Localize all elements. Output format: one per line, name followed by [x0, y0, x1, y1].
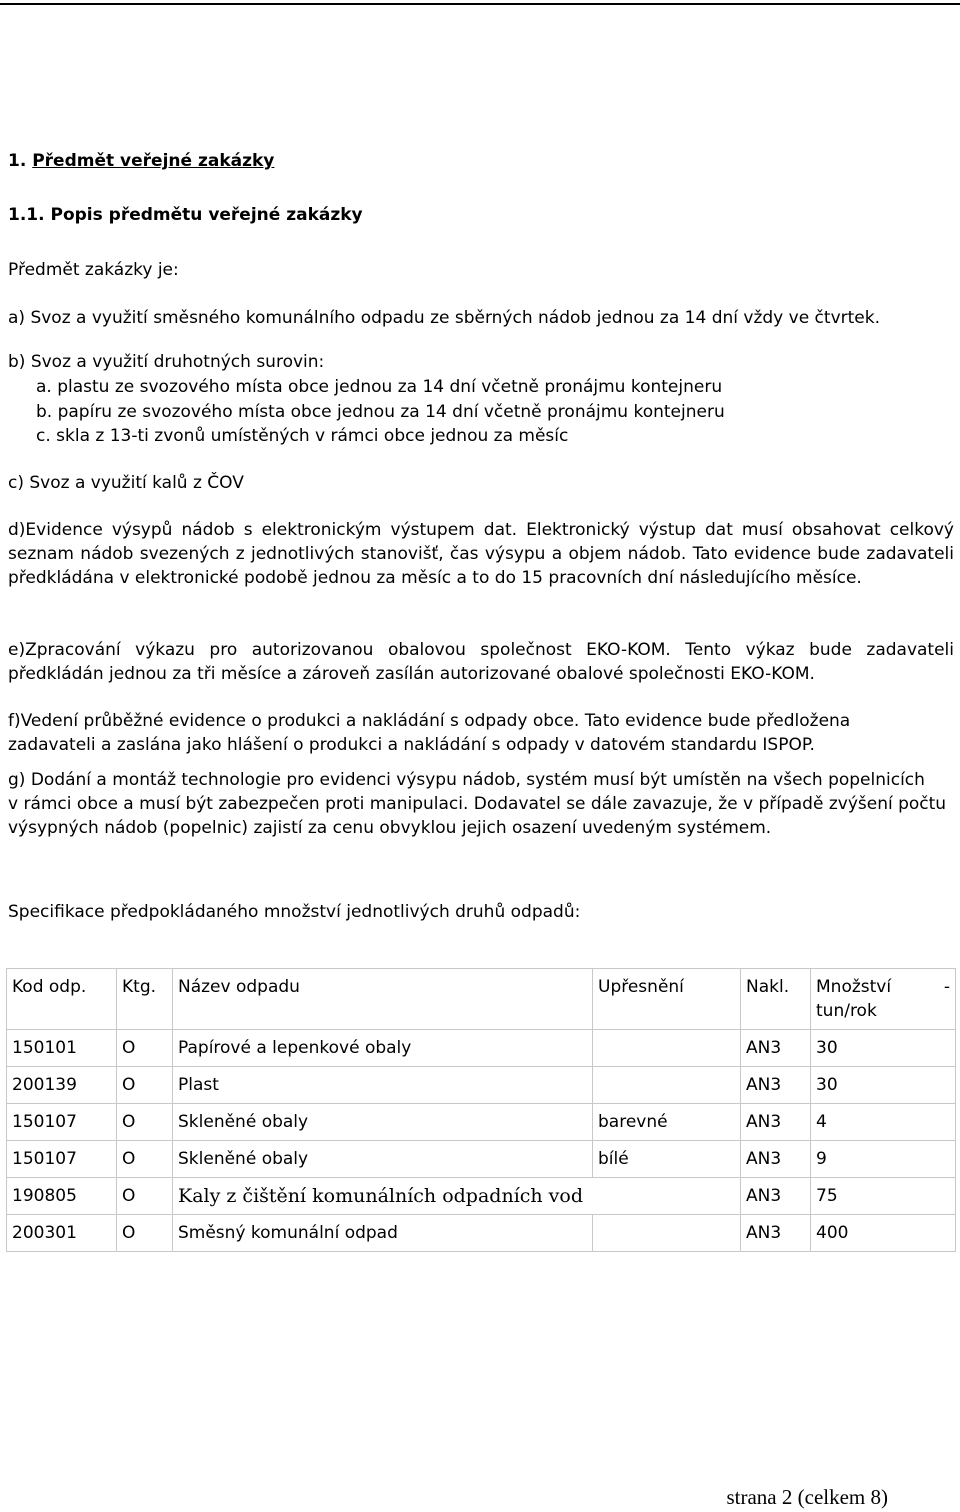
- cell-category: O: [117, 1104, 173, 1141]
- table-row: [7, 1178, 956, 1215]
- header-quantity-label: Množství: [816, 977, 892, 997]
- table-row: [7, 1067, 956, 1104]
- header-quantity-unit: tun/rok: [816, 1001, 877, 1021]
- cell-category: O: [117, 1178, 173, 1215]
- cell-waste-name: Papírové a lepenkové obaly: [173, 1030, 593, 1067]
- item-g-line-3: výsypných nádob (popelnic) zajistí za cenu obvyklou jejich osazení uvedeným systémem.: [8, 818, 772, 838]
- item-f-line-1: f)Vedení průběžné evidence o produkci a nakládání s odpady obce. Tato evidence bude předložena: [8, 711, 851, 731]
- cell-category: O: [117, 1067, 173, 1104]
- cell-quantity: 400: [811, 1215, 956, 1252]
- item-e: e)Zpracování výkazu pro autorizovanou obalovou společnost EKO-KOM. Tento výkaz bude zadavateli předkládán jednou za tři měsíce a zároveň zasílán autorizované obalové společnosti EKO-KOM.: [8, 640, 954, 684]
- heading-2-text: Popis předmětu veřejné zakázky: [50, 205, 363, 225]
- cell-quantity: 4: [811, 1104, 956, 1141]
- cell-specification: bílé: [593, 1141, 741, 1178]
- heading-2: [8, 203, 954, 227]
- page-footer: strana 2 (celkem 8): [726, 1485, 888, 1509]
- item-b-sub-c: c. skla z 13-ti zvonů umístěných v rámci obce jednou za měsíc: [36, 426, 569, 446]
- item-b-sub-b: b. papíru ze svozového místa obce jednou za 14 dní včetně pronájmu kontejneru: [36, 402, 725, 422]
- cell-code: 200301: [7, 1215, 117, 1252]
- heading-2-number: 1.1.: [8, 205, 45, 225]
- cell-category: O: [117, 1030, 173, 1067]
- heading-1: [8, 149, 954, 173]
- cell-waste-name: Směsný komunální odpad: [173, 1215, 593, 1252]
- item-g-line-2: v rámci obce a musí být zabezpečen proti manipulaci. Dodavatel se dále zavazuje, že v případě zvýšení počtu: [8, 794, 947, 814]
- header-handling: Nakl.: [741, 969, 811, 1030]
- header-quantity-dash: -: [943, 977, 950, 997]
- cell-code: 200139: [7, 1067, 117, 1104]
- cell-quantity: 30: [811, 1067, 956, 1104]
- cell-category: O: [117, 1215, 173, 1252]
- heading-1-number: 1.: [8, 151, 27, 171]
- cell-handling: AN3: [741, 1215, 811, 1252]
- cell-waste-name: Kaly z čištění komunálních odpadních vod: [173, 1178, 741, 1215]
- cell-handling: AN3: [741, 1141, 811, 1178]
- item-c: c) Svoz a využití kalů z ČOV: [8, 473, 244, 493]
- cell-handling: AN3: [741, 1067, 811, 1104]
- spec-heading: Specifikace předpokládaného množství jednotlivých druhů odpadů:: [8, 902, 581, 922]
- intro-text: Předmět zakázky je:: [8, 260, 179, 280]
- header-category: Ktg.: [117, 969, 173, 1030]
- cell-handling: AN3: [741, 1030, 811, 1067]
- table-row: [7, 1030, 956, 1067]
- item-a: a) Svoz a využití směsného komunálního odpadu ze sběrných nádob jednou za 14 dní vždy ve čtvrtek.: [8, 308, 880, 328]
- cell-waste-name: Skleněné obaly: [173, 1104, 593, 1141]
- cell-handling: AN3: [741, 1178, 811, 1215]
- header-code: Kod odp.: [7, 969, 117, 1030]
- waste-table: [6, 968, 956, 1252]
- cell-code: 150107: [7, 1141, 117, 1178]
- cell-specification: [593, 1030, 741, 1067]
- cell-specification: [593, 1067, 741, 1104]
- header-quantity: [811, 969, 956, 1030]
- cell-quantity: 30: [811, 1030, 956, 1067]
- header-waste-name: Název odpadu: [173, 969, 593, 1030]
- cell-specification: [593, 1215, 741, 1252]
- item-b-sub-a: a. plastu ze svozového místa obce jednou za 14 dní včetně pronájmu kontejneru: [36, 377, 723, 397]
- cell-waste-name: Plast: [173, 1067, 593, 1104]
- table-row: [7, 1215, 956, 1252]
- table-row: [7, 1104, 956, 1141]
- cell-code: 150101: [7, 1030, 117, 1067]
- cell-quantity: 75: [811, 1178, 956, 1215]
- item-d: d)Evidence výsypů nádob s elektronickým výstupem dat. Elektronický výstup dat musí obsahovat celkový seznam nádob svezených z jednotlivých stanovišť, čas výsypu a objem nádob. Tato evidence bude zadavateli předkládána v elektronické podobě jednou za měsíc a to do 15 pracovních dní následujícího měsíce.: [8, 520, 954, 588]
- cell-specification: barevné: [593, 1104, 741, 1141]
- cell-waste-name: Skleněné obaly: [173, 1141, 593, 1178]
- table-row: [7, 1141, 956, 1178]
- cell-quantity: 9: [811, 1141, 956, 1178]
- cell-category: O: [117, 1141, 173, 1178]
- item-f-line-2: zadavateli a zaslána jako hlášení o produkci a nakládání s odpady v datovém standardu ISPOP.: [8, 735, 815, 755]
- table-header-row: [7, 969, 956, 1030]
- item-g-line-1: g) Dodání a montáž technologie pro evidenci výsypu nádob, systém musí být umístěn na všech popelnicích: [8, 770, 925, 790]
- cell-code: 190805: [7, 1178, 117, 1215]
- cell-code: 150107: [7, 1104, 117, 1141]
- top-rule: [0, 3, 960, 5]
- cell-handling: AN3: [741, 1104, 811, 1141]
- item-b: b) Svoz a využití druhotných surovin:: [8, 352, 325, 372]
- heading-1-text: Předmět veřejné zakázky: [32, 151, 275, 171]
- header-specification: Upřesnění: [593, 969, 741, 1030]
